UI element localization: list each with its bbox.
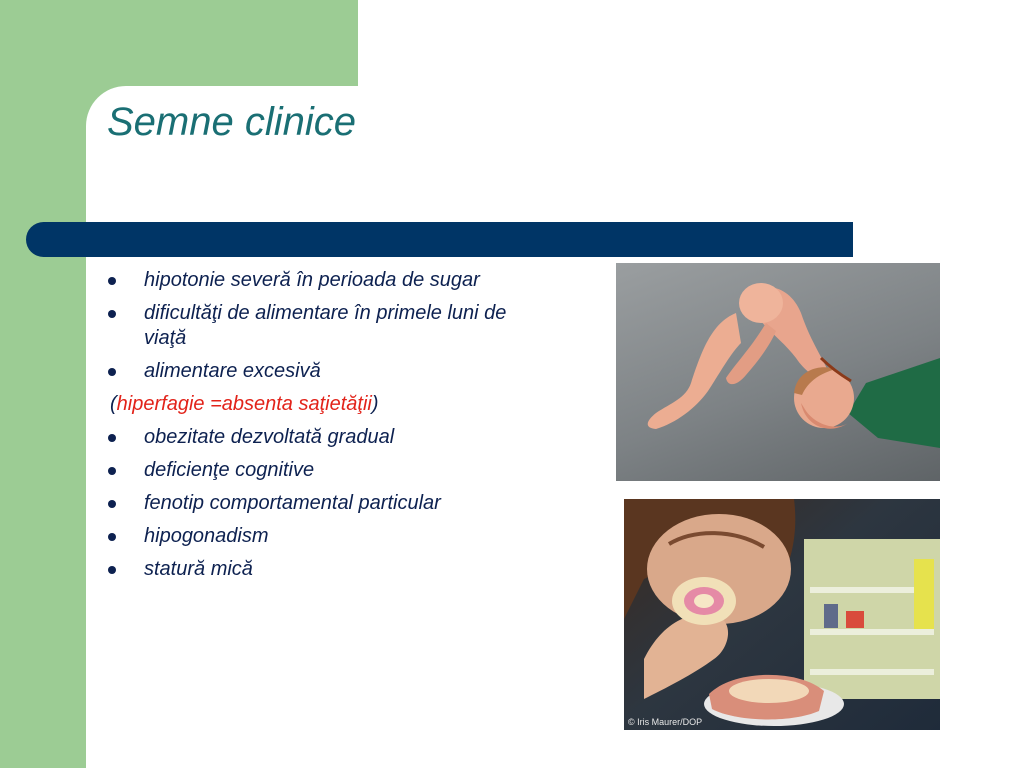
note-open: ( (110, 393, 117, 415)
list-item (100, 359, 520, 384)
eating-illustration (624, 499, 940, 730)
bullet-dot (108, 310, 116, 318)
bullet-text: hipogonadism (144, 525, 269, 547)
bullet-list (100, 268, 520, 590)
bullet-dot (108, 533, 116, 541)
note-close: ) (371, 393, 379, 415)
photo-credit: © Iris Maurer/DOP (628, 717, 703, 727)
list-item (100, 301, 520, 351)
infant-illustration (616, 263, 940, 481)
bullet-text: dificultăţi de alimentare în primele luni de viaţă (144, 302, 507, 349)
bullet-dot (108, 566, 116, 574)
note-item (100, 392, 520, 417)
bullet-text: obezitate dezvoltată gradual (144, 426, 395, 448)
note-highlight: hiperfagie =absenta saţietăţii (116, 393, 372, 415)
bullet-dot (108, 434, 116, 442)
bullet-text: alimentare excesivă (144, 360, 321, 382)
list-item (100, 491, 520, 516)
woman-eating-at-fridge-photo (624, 499, 940, 730)
list-item (100, 557, 520, 582)
title-divider-bar (26, 222, 853, 257)
list-item (100, 458, 520, 483)
bullet-dot (108, 277, 116, 285)
list-item (100, 268, 520, 293)
list-item (100, 524, 520, 549)
bullet-text: hipotonie severă în perioada de sugar (144, 269, 480, 291)
slide-title: Semne clinice (107, 100, 357, 144)
green-side-rail (0, 0, 86, 768)
bullet-dot (108, 500, 116, 508)
bullet-text: deficienţe cognitive (144, 459, 315, 481)
bullet-dot (108, 368, 116, 376)
list-item (100, 425, 520, 450)
green-top-block (0, 0, 358, 86)
bullet-dot (108, 467, 116, 475)
bullet-text: statură mică (144, 558, 253, 580)
infant-hypotonia-photo (616, 263, 940, 481)
bullet-text: fenotip comportamental particular (144, 492, 441, 514)
